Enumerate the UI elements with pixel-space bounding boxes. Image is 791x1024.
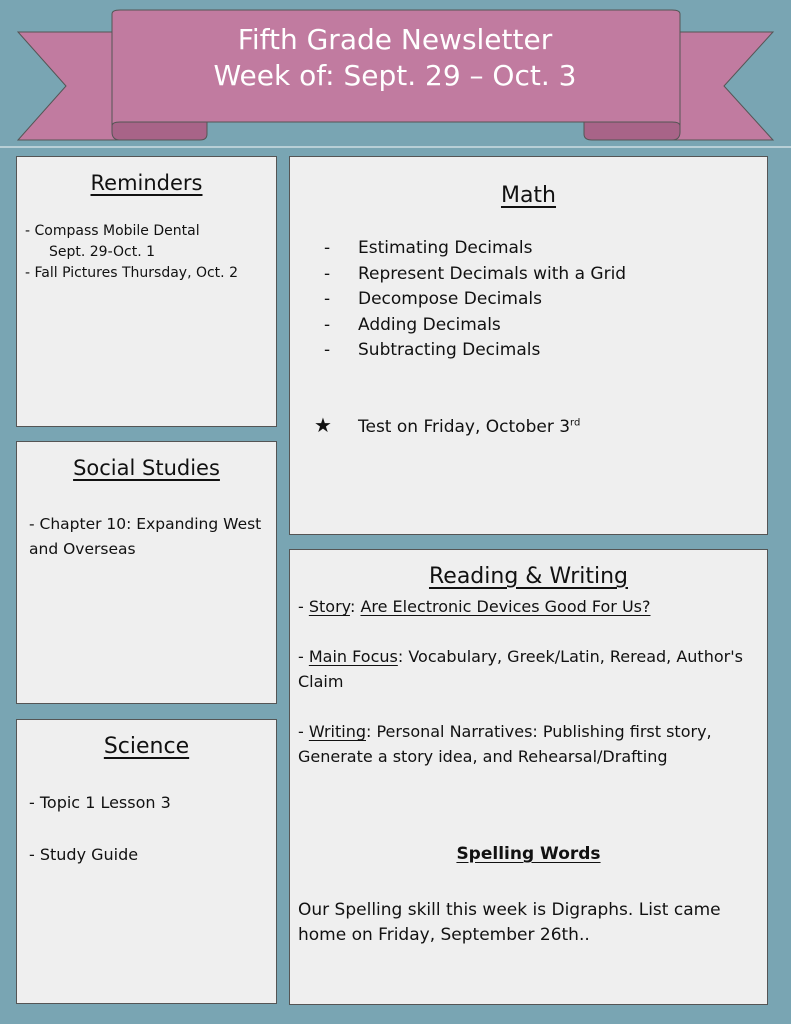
list-item: - Topic 1 Lesson 3 [29,793,171,812]
reading-writing-heading: Reading & Writing [428,564,628,589]
writing-line [298,719,760,769]
list-item [324,236,626,262]
dash-bullet: - [324,314,331,335]
math-topic: Adding Decimals [358,314,501,335]
test-ordinal: rd [570,417,581,429]
test-text: Test on Friday, October 3 [358,417,571,437]
reminders-heading: Reminders [90,171,203,195]
dash-bullet: - [324,263,331,284]
social-studies-panel [16,441,277,704]
science-panel [16,719,277,1004]
list-item [324,262,626,288]
math-test-note [314,413,580,437]
writing-prefix: - [298,722,309,741]
writing-label: Writing [308,722,366,741]
list-item: - Study Guide [29,845,139,864]
header-divider [0,146,791,148]
list-item [324,338,626,364]
science-heading: Science [103,734,190,759]
story-line [298,594,760,619]
writing-text: : Personal Narratives: Publishing first story, Generate a story idea, and Rehearsal/Drafting [298,722,712,766]
reminders-panel [16,156,277,427]
focus-label: Main Focus [308,647,398,666]
math-list [324,236,626,364]
list-item [324,313,626,339]
story-sep: : [349,597,361,616]
math-topic: Represent Decimals with a Grid [358,263,627,284]
social-studies-heading: Social Studies [73,456,220,480]
story-prefix: - [298,597,309,616]
list-item [324,287,626,313]
math-topic: Subtracting Decimals [358,340,541,360]
focus-text: : Vocabulary, Greek/Latin, Reread, Author's Claim [298,647,743,691]
focus-prefix: - [298,647,309,666]
spelling-heading: Spelling Words [456,844,601,864]
spelling-text: Our Spelling skill this week is Digraphs. List came home on Friday, September 26th.. [298,900,721,945]
reminder-text: - Fall Pictures Thursday, Oct. 2 [25,265,238,281]
newsletter-title [110,22,680,94]
dash-bullet: - [324,340,331,360]
header-banner [0,0,791,150]
math-topic: Decompose Decimals [358,289,542,309]
social-studies-text: - Chapter 10: Expanding West and Overseas [29,515,262,558]
list-item [25,221,275,263]
list-item [25,263,275,284]
story-title: Are Electronic Devices Good For Us? [360,597,651,616]
dash-bullet: - [324,238,331,258]
main-focus-line [298,644,760,694]
reading-writing-panel [289,549,768,1005]
math-topic: Estimating Decimals [358,238,533,258]
math-panel [289,156,768,535]
science-list [29,790,171,868]
title-line-2: Week of: Sept. 29 – Oct. 3 [213,59,577,92]
star-icon: ★ [314,413,332,437]
story-label: Story [308,597,350,616]
dash-bullet: - [324,289,331,309]
math-heading: Math [500,183,557,208]
reminders-list [25,221,275,284]
title-line-1: Fifth Grade Newsletter [237,23,553,56]
reminder-text: - Compass Mobile Dental [25,223,200,239]
reminder-date: Sept. 29-Oct. 1 [49,244,156,260]
